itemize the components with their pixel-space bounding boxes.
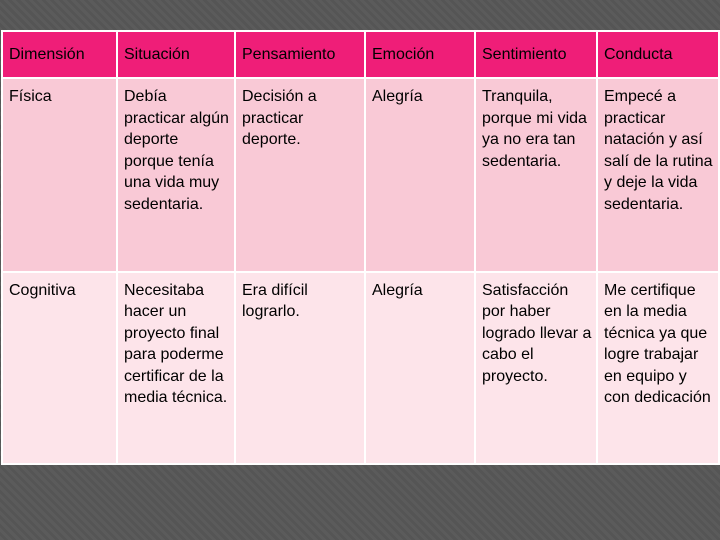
header-cell-dimension: Dimensión <box>2 31 117 78</box>
header-cell-situation: Situación <box>117 31 235 78</box>
table-header-row <box>2 31 719 78</box>
table-row <box>2 78 719 271</box>
table-row <box>2 272 719 464</box>
table-cell: Alegría <box>365 78 475 271</box>
header-cell-behavior: Conducta <box>597 31 719 78</box>
table-cell: Me certifique en la media técnica ya que logre trabajar en equipo y con dedicación <box>597 272 719 464</box>
header-cell-emotion: Emoción <box>365 31 475 78</box>
table-cell: Empecé a practicar natación y así salí de la rutina y deje la vida sedentaria. <box>597 78 719 271</box>
emotions-table <box>1 30 720 465</box>
emotions-table-container <box>1 30 718 465</box>
header-cell-thought: Pensamiento <box>235 31 365 78</box>
table-cell: Alegría <box>365 272 475 464</box>
table-cell: Necesitaba hacer un proyecto final para poderme certificar de la media técnica. <box>117 272 235 464</box>
table-cell: Tranquila, porque mi vida ya no era tan sedentaria. <box>475 78 597 271</box>
header-cell-feeling: Sentimiento <box>475 31 597 78</box>
table-cell: Satisfacción por haber logrado llevar a cabo el proyecto. <box>475 272 597 464</box>
table-cell: Cognitiva <box>2 272 117 464</box>
table-cell: Decisión a practicar deporte. <box>235 78 365 271</box>
table-cell: Era difícil lograrlo. <box>235 272 365 464</box>
table-cell: Física <box>2 78 117 271</box>
table-cell: Debía practicar algún deporte porque tenía una vida muy sedentaria. <box>117 78 235 271</box>
